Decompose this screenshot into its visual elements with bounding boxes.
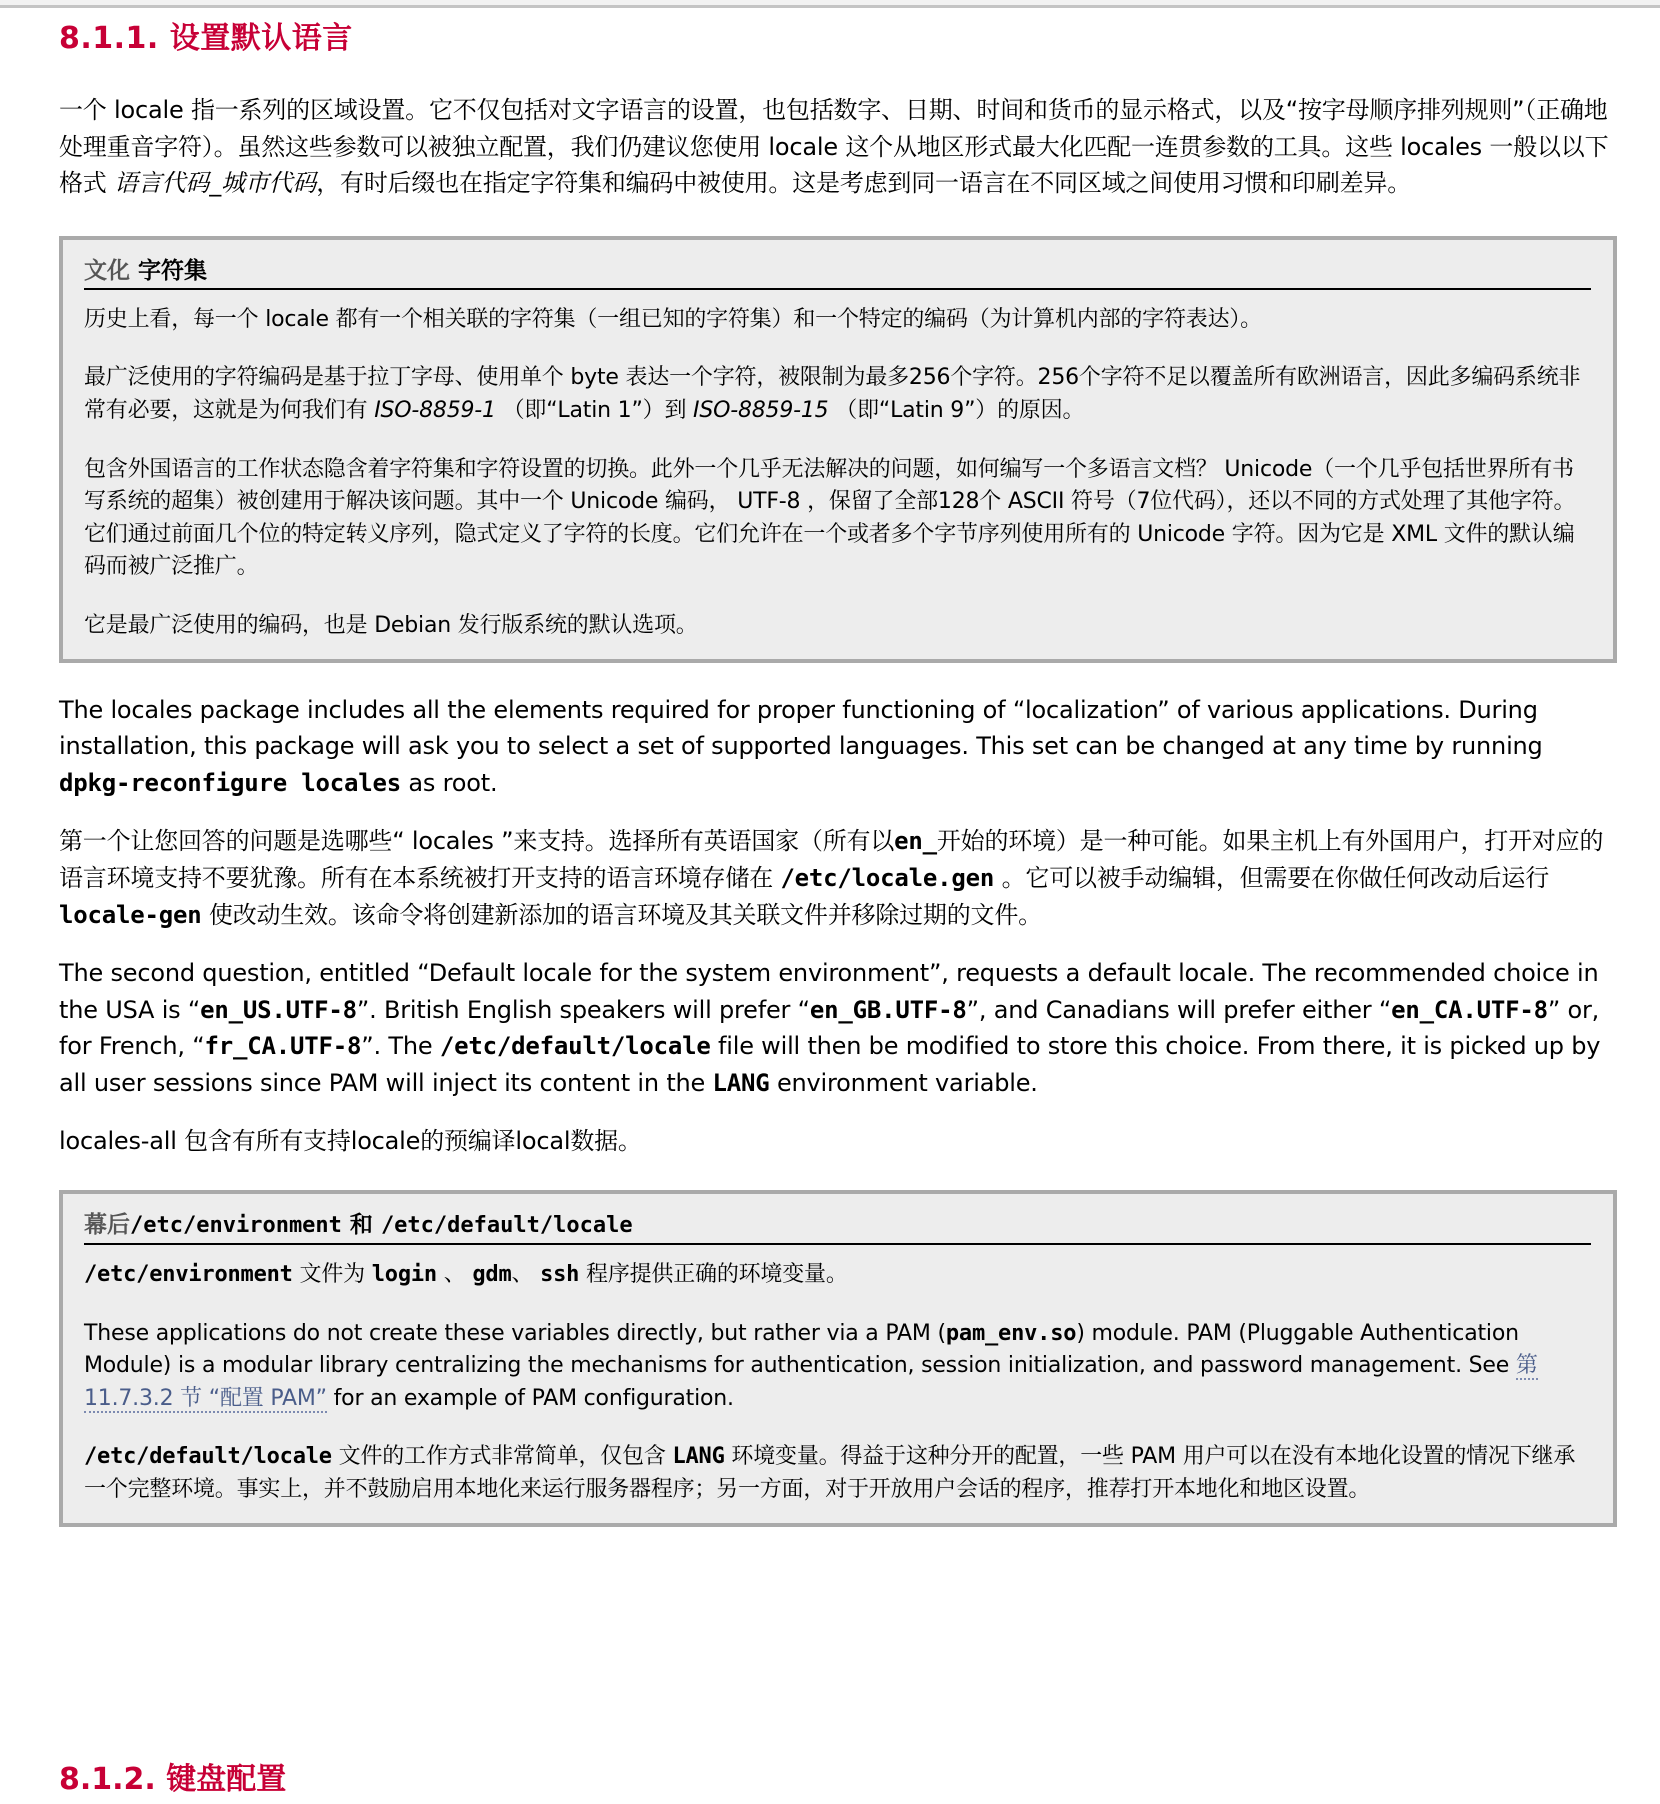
locales-all-paragraph: locales-all 包含有所有支持locale的预编译local数据。 — [59, 1127, 642, 1156]
section-heading — [59, 15, 1619, 63]
env-lang: LANG — [712, 1068, 770, 1097]
text: 文件的工作方式非常简单，仅包含 — [331, 1444, 673, 1470]
text: （即“Latin 1”）到 — [495, 397, 694, 423]
pam-config-link[interactable]: 第 11.7.3.2 节 “配置 PAM” — [84, 1353, 1538, 1411]
code-en-prefix: en_ — [894, 827, 937, 856]
text: environment variable. — [769, 1068, 1038, 1097]
box-title-text: 字符集 — [138, 257, 208, 284]
section-title: 设置默认语言 — [169, 21, 353, 56]
text: 。它可以被手动编辑，但需要在你做任何改动后运行 — [994, 863, 1550, 892]
box-paragraph: 它是最广泛使用的编码，也是 Debian 发行版系统的默认选项。 — [84, 612, 698, 638]
text: ”. The — [361, 1032, 440, 1061]
locales-package-paragraph — [59, 692, 1619, 802]
command-locale-gen: locale-gen — [59, 900, 202, 929]
module-pam-env: pam_env.so — [945, 1320, 1077, 1346]
text: 一个 locale 指一系列的区域设置。它不仅包括对文字语言的设置，也包括数字、日期、时间和货币的显示格式，以及“按字母顺序排列规则”（正确地处理重音字符）。虽然这些参数可以被独立配置，我们仍建议您使用 locale 这个从地区形式最大化匹配一连贯参数的工具。这些 locales 一般以以下格式 — [59, 96, 1609, 198]
box-title — [84, 1208, 1591, 1245]
command-dpkg-reconfigure: dpkg-reconfigure locales — [59, 768, 401, 797]
next-section-heading — [59, 1756, 286, 1804]
default-locale-paragraph — [59, 955, 1619, 1101]
text: The locales package includes all the elements required for proper functioning of “localization” of various applications. During installation, this package will ask you to select a set of supported languages. This set can be changed at any time by running — [59, 695, 1543, 761]
text: （即“Latin 9”）的原因。 — [828, 397, 1085, 423]
locale-format-emphasis: 语言代码_城市代码 — [114, 169, 317, 198]
box-title-file-default-locale: /etc/default/locale — [380, 1213, 633, 1239]
text: These applications do not create these variables directly, but rather via a PAM ( — [84, 1320, 946, 1346]
program-login: login — [371, 1262, 437, 1288]
section-number: 8.1.1. — [59, 21, 159, 56]
text: 和 — [341, 1212, 381, 1239]
program-ssh: ssh — [540, 1262, 580, 1288]
file-etc-environment: /etc/environment — [84, 1262, 293, 1288]
text: as root. — [400, 768, 498, 797]
text: The second question, entitled “Default locale for the system environment”, requests a default locale. The recommended choice in the USA is “ — [59, 959, 1599, 1024]
next-section-number: 8.1.2. — [59, 1762, 156, 1797]
code-en-us: en_US.UTF-8 — [200, 995, 357, 1024]
text: 开始的环境）是一种可能。如果主机上有外国用户，打开对应的语言环境支持不要犹豫。所有在本系统被打开支持的语言环境存储在 — [59, 827, 1604, 892]
sidebar-box-charset — [59, 236, 1617, 663]
box-title-file-environment: /etc/environment — [130, 1213, 342, 1239]
text: 环境变量。得益于这种分开的配置，一些 PAM 用户可以在没有本地化设置的情况下继承一个完整环境。事实上，并不鼓励启用本地化来运行服务器程序；另一方面，对于开放用户会话的程序，推荐打开本地化和地区设置。 — [84, 1444, 1576, 1503]
text: ) module. PAM (Pluggable Authentication Module) is a modular library centralizing the mechanisms for authentication, session initialization, and password management. See — [84, 1320, 1519, 1379]
text: 程序提供正确的环境变量。 — [579, 1262, 848, 1288]
text: 文件为 — [292, 1262, 372, 1288]
iso-8859-15-term: ISO-8859-15 — [693, 397, 829, 423]
box-paragraph — [84, 1318, 1591, 1416]
box-title — [84, 254, 1591, 290]
code-fr-ca: fr_CA.UTF-8 — [204, 1032, 362, 1061]
text: file will then be modified to store this choice. From there, it is picked up by all user sessions since PAM will inject its content in the — [59, 1032, 1601, 1097]
text: ” or, for French, “ — [59, 995, 1600, 1061]
next-section-title: 键盘配置 — [166, 1762, 287, 1797]
text: ”, and Canadians will prefer either “ — [966, 995, 1392, 1024]
code-en-gb: en_GB.UTF-8 — [809, 995, 967, 1024]
locales-question-paragraph — [59, 823, 1619, 933]
file-etc-default-locale: /etc/default/locale — [84, 1444, 332, 1470]
box-paragraph — [84, 362, 1591, 427]
iso-8859-1-term: ISO-8859-1 — [374, 397, 496, 423]
document-content — [59, 8, 1619, 1527]
file-etc-default-locale: /etc/default/locale — [439, 1032, 711, 1061]
text: 、 — [511, 1262, 541, 1288]
box-paragraph: 历史上看，每一个 locale 都有一个相关联的字符集（一组已知的字符集）和一个特定的编码（为计算机内部的字符表达）。 — [84, 306, 1262, 332]
text: 第一个让您回答的问题是选哪些“ locales ”来支持。选择所有英语国家（所有以 — [59, 827, 895, 856]
box-kind-label: 文化 — [84, 257, 130, 284]
box-paragraph — [84, 1441, 1591, 1506]
sidebar-box-environment — [59, 1190, 1617, 1527]
intro-paragraph — [59, 92, 1619, 202]
file-locale-gen: /etc/locale.gen — [780, 863, 995, 892]
text: for an example of PAM configuration. — [326, 1385, 734, 1411]
env-lang: LANG — [672, 1444, 725, 1470]
program-gdm: gdm — [472, 1262, 512, 1288]
box-kind-label: 幕后 — [84, 1212, 130, 1239]
code-en-ca: en_CA.UTF-8 — [1391, 995, 1548, 1024]
text: 最广泛使用的字符编码是基于拉丁字母、使用单个 byte 表达一个字符，被限制为最多256个字符。256个字符不足以覆盖所有欧洲语言，因此多编码系统非常有必要，这就是为何我们有 — [84, 365, 1581, 423]
text: 使改动生效。该命令将创建新添加的语言环境及其关联文件并移除过期的文件。 — [201, 900, 1042, 929]
text: 、 — [436, 1262, 473, 1288]
box-paragraph — [84, 1259, 1591, 1292]
text: ，有时后缀也在指定字符集和编码中被使用。这是考虑到同一语言在不同区域之间使用习惯和印刷差异。 — [316, 169, 1412, 198]
box-paragraph: 包含外国语言的工作状态隐含着字符集和字符设置的切换。此外一个几乎无法解决的问题，如何编写一个多语言文档？ Unicode（一个几乎包括世界所有书写系统的超集）被创建用于解决该问题。其中一个 Unicode 编码， UTF-8 ，保留了全部128个 ASCII 符号（7位代码），还以不同的方式处理了其他字符。它们通过前面几个位的特定转义序列，隐式定义了字符的长度。它们允许在一个或者多个字节序列使用所有的 Unicode 字符。因为它是 XML 文件的默认编码而被广泛推广。 — [84, 456, 1576, 580]
text: ”. British English speakers will prefer “ — [356, 995, 810, 1024]
